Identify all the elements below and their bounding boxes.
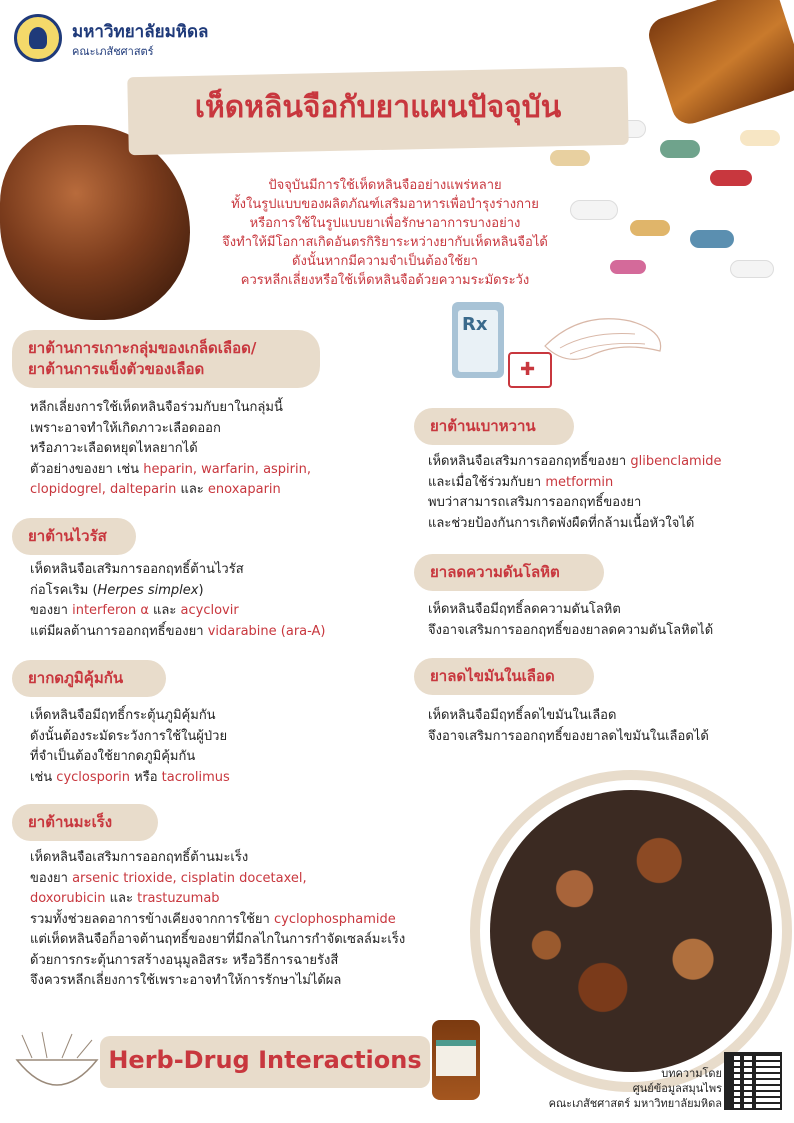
body-text: และ bbox=[176, 482, 208, 497]
body-text: ก่อโรคเริม ( bbox=[30, 582, 98, 598]
drug-names: interferon α bbox=[72, 603, 149, 618]
body-line bbox=[428, 473, 722, 494]
section-body-lipid-lowering bbox=[428, 706, 709, 747]
section-header-antiviral: ยาต้านไวรัส bbox=[12, 518, 136, 555]
body-text: ตัวอย่างของยา เช่น bbox=[30, 461, 144, 477]
body-line: เห็ดหลินจือเสริมการออกฤทธิ์ต้านมะเร็ง bbox=[30, 850, 249, 865]
university-seal-logo bbox=[14, 14, 62, 62]
body-text: หรือ bbox=[130, 769, 162, 785]
body-line: เห็ดหลินจือมีฤทธิ์กระตุ้นภูมิคุ้มกัน bbox=[30, 708, 216, 723]
footer-title: Herb-Drug Interactions bbox=[108, 1046, 422, 1074]
section-body-antidiabetic bbox=[428, 452, 722, 534]
body-text: เช่น bbox=[30, 769, 57, 785]
body-line: หรือภาวะเลือดหยุดไหลยากได้ bbox=[30, 441, 198, 456]
body-line: และช่วยป้องกันการเกิดพังผืดที่กล้ามเนื้อหัวใจได้ bbox=[428, 515, 695, 531]
body-line: เห็ดหลินจือมีฤทธิ์ลดความดันโลหิต bbox=[428, 602, 621, 617]
drug-names: heparin, warfarin, aspirin, bbox=[143, 461, 311, 477]
qr-code[interactable] bbox=[724, 1052, 782, 1110]
page-title: เห็ดหลินจือกับยาแผนปัจจุบัน bbox=[194, 90, 562, 125]
section-title-line: ยาต้านการเกาะกลุ่มของเกล็ดเลือด/ bbox=[28, 339, 257, 357]
intro-line: ควรหลีกเลี่ยงหรือใช้เห็ดหลินจือด้วยความระมัดระวัง bbox=[240, 273, 530, 288]
body-line bbox=[30, 889, 405, 910]
body-line: แต่เห็ดหลินจือก็อาจต้านฤทธิ์ของยาที่มีกลไกในการกำจัดเซลล์มะเร็ง bbox=[30, 932, 406, 947]
section-header-immunosuppressant: ยากดภูมิคุ้มกัน bbox=[12, 660, 166, 697]
section-header-antidiabetic: ยาต้านเบาหวาน bbox=[414, 408, 574, 445]
body-text: ) bbox=[198, 582, 204, 598]
drug-names: cyclosporin bbox=[56, 769, 131, 785]
body-line bbox=[30, 601, 326, 622]
body-line: เห็ดหลินจือเสริมการออกฤทธิ์ต้านไวรัส bbox=[30, 562, 244, 577]
section-body-immunosuppressant bbox=[30, 706, 230, 788]
university-name: มหาวิทยาลัยมหิดล bbox=[72, 22, 209, 42]
body-line bbox=[30, 480, 311, 501]
intro-line: จึงทำให้มีโอกาสเกิดอันตรกิริยาระหว่างยากับเห็ดหลินจือได้ bbox=[222, 235, 548, 250]
body-line bbox=[30, 869, 405, 890]
section-header-lipid-lowering: ยาลดไขมันในเลือด bbox=[414, 658, 594, 695]
faculty-name: คณะเภสัชศาสตร์ bbox=[72, 45, 154, 58]
drug-names: metformin bbox=[545, 474, 614, 490]
credit-line: ศูนย์ข้อมูลสมุนไพร bbox=[632, 1082, 722, 1095]
credit-line: บทความโดย bbox=[661, 1067, 722, 1080]
drug-names: clopidogrel, dalteparin bbox=[30, 482, 177, 497]
mushroom-sketch-icon bbox=[540, 306, 670, 376]
body-line: ด้วยการกระตุ้นการสร้างอนุมูลอิสระ หรือวิธีการฉายรังสี bbox=[30, 952, 339, 968]
lingzhi-farm-photo bbox=[490, 790, 772, 1072]
section-body-antiviral bbox=[30, 560, 326, 642]
intro-line: ดังนั้นหากมีความจำเป็นต้องใช้ยา bbox=[292, 254, 478, 269]
body-text: เห็ดหลินจือเสริมการออกฤทธิ์ของยา bbox=[428, 454, 631, 469]
body-line: ที่จำเป็นต้องใช้ยากดภูมิคุ้มกัน bbox=[30, 749, 196, 764]
intro-line: ปัจจุบันมีการใช้เห็ดหลินจืออย่างแพร่หลาย bbox=[268, 178, 502, 193]
bottle-label bbox=[436, 1040, 476, 1076]
rx-icon: Rx bbox=[462, 314, 488, 335]
body-text: ของยา bbox=[30, 870, 73, 886]
body-text: และ bbox=[105, 891, 138, 906]
body-line bbox=[428, 452, 722, 473]
drug-names: enoxaparin bbox=[207, 482, 281, 497]
section-body-anticancer bbox=[30, 848, 405, 992]
drug-names: acyclovir bbox=[180, 603, 239, 618]
body-line: จึงอาจเสริมการออกฤทธิ์ของยาลดไขมันในเลือดได้ bbox=[428, 728, 709, 744]
drug-names: doxorubicin bbox=[30, 891, 106, 906]
section-body-antihypertensive bbox=[428, 600, 713, 641]
drug-names: glibenclamide bbox=[630, 454, 722, 469]
body-line: จึงควรหลีกเลี่ยงการใช้เพราะอาจทำให้การรักษาไม่ได้ผล bbox=[30, 973, 342, 988]
body-line bbox=[30, 581, 326, 602]
drug-names: tacrolimus bbox=[161, 769, 230, 785]
drug-names: vidarabine (ara-A) bbox=[207, 623, 326, 639]
body-text: ของยา bbox=[30, 603, 73, 618]
body-line: หลีกเลี่ยงการใช้เห็ดหลินจือร่วมกับยาในกลุ่มนี้ bbox=[30, 400, 283, 415]
body-line: จึงอาจเสริมการออกฤทธิ์ของยาลดความดันโลหิตได้ bbox=[428, 622, 714, 638]
body-text: และ bbox=[148, 603, 181, 618]
section-header-antiplatelet bbox=[12, 330, 320, 388]
body-text: รวมทั้งช่วยลดอาการข้างเคียงจากการใช้ยา bbox=[30, 911, 274, 927]
body-line: พบว่าสามารถเสริมการออกฤทธิ์ของยา bbox=[428, 495, 642, 510]
drug-names: cyclophosphamide bbox=[273, 911, 396, 927]
intro-line: หรือการใช้ในรูปแบบยาเพื่อรักษาอาการบางอย่าง bbox=[249, 216, 521, 231]
body-line bbox=[30, 910, 405, 931]
body-line: ดังนั้นต้องระมัดระวังการใช้ในผู้ป่วย bbox=[30, 728, 228, 744]
body-line bbox=[30, 460, 311, 481]
intro-paragraph bbox=[170, 176, 600, 290]
section-title-line: ยาต้านการแข็งตัวของเลือด bbox=[28, 360, 205, 378]
body-line: เห็ดหลินจือมีฤทธิ์ลดไขมันในเลือด bbox=[428, 708, 617, 723]
section-body-antiplatelet bbox=[30, 398, 311, 501]
intro-line: ทั้งในรูปแบบของผลิตภัณฑ์เสริมอาหารเพื่อบำรุงร่างกาย bbox=[231, 197, 539, 212]
medical-cross-icon: ✚ bbox=[520, 359, 536, 380]
credit-line: คณะเภสัชศาสตร์ มหาวิทยาลัยมหิดล bbox=[548, 1097, 722, 1110]
body-text: แต่มีผลต้านการออกฤทธิ์ของยา bbox=[30, 623, 208, 639]
section-header-anticancer: ยาต้านมะเร็ง bbox=[12, 804, 158, 841]
body-line bbox=[30, 622, 326, 643]
mortar-pestle-herb-icon bbox=[12, 1030, 102, 1100]
body-line: เพราะอาจทำให้เกิดภาวะเลือดออก bbox=[30, 420, 221, 436]
drug-names: trastuzumab bbox=[137, 891, 220, 906]
section-header-antihypertensive: ยาลดความดันโลหิต bbox=[414, 554, 604, 591]
drug-names: arsenic trioxide, cisplatin docetaxel, bbox=[72, 870, 307, 886]
virus-name: Herpes simplex bbox=[97, 582, 199, 598]
body-text: และเมื่อใช้ร่วมกับยา bbox=[428, 474, 546, 490]
body-line bbox=[30, 768, 230, 789]
